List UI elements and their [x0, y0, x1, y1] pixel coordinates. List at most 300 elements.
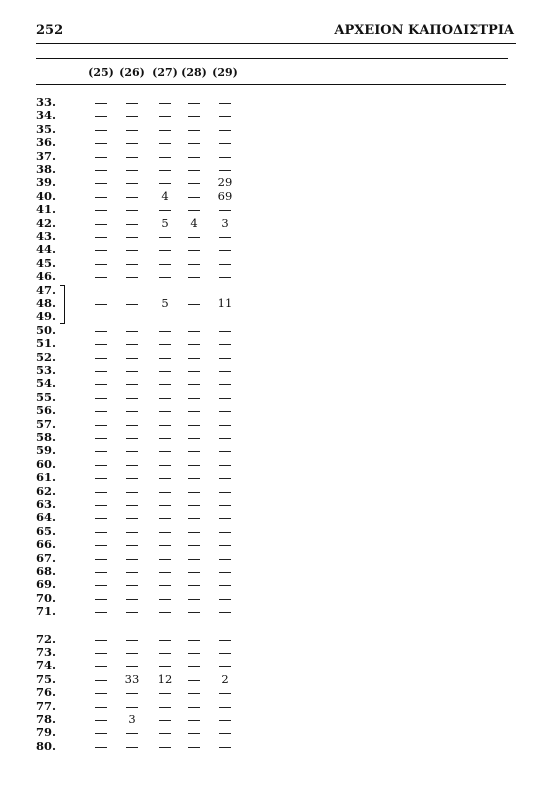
empty-dash — [188, 666, 200, 667]
empty-dash — [188, 130, 200, 131]
empty-dash — [126, 358, 138, 359]
row-number: 70. — [36, 590, 57, 605]
empty-dash — [159, 465, 171, 466]
table-row — [0, 230, 550, 243]
empty-dash — [219, 478, 231, 479]
empty-dash — [126, 411, 138, 412]
empty-dash — [159, 599, 171, 600]
table-row — [0, 538, 550, 551]
empty-dash — [95, 451, 107, 452]
empty-dash — [159, 384, 171, 385]
row-number: 73. — [36, 645, 57, 659]
empty-dash — [188, 599, 200, 600]
empty-dash — [95, 371, 107, 372]
empty-dash — [159, 747, 171, 748]
empty-dash — [219, 210, 231, 211]
row-number: 48. — [36, 296, 57, 310]
row-number: 39. — [36, 175, 57, 190]
row-number: 46. — [36, 269, 57, 284]
row-number: 64. — [36, 510, 57, 525]
row-number: 74. — [36, 658, 57, 673]
table-row — [0, 552, 550, 565]
table-row — [0, 565, 550, 578]
table-row — [0, 633, 550, 646]
empty-dash — [188, 103, 200, 104]
empty-dash — [159, 438, 171, 439]
row-number: 55. — [36, 389, 57, 404]
empty-dash — [126, 532, 138, 533]
empty-dash — [95, 693, 107, 694]
empty-dash — [219, 170, 231, 171]
empty-dash — [188, 197, 200, 198]
empty-dash — [126, 398, 138, 399]
empty-dash — [219, 518, 231, 519]
top-table-rule — [36, 58, 508, 59]
empty-dash — [219, 640, 231, 641]
row-number: 79. — [36, 725, 57, 740]
table-row — [0, 418, 550, 431]
empty-dash — [126, 425, 138, 426]
row-number: 63. — [36, 497, 57, 511]
row-number: 37. — [36, 148, 57, 163]
empty-dash — [159, 264, 171, 265]
empty-dash — [159, 707, 171, 708]
table-row — [0, 150, 550, 163]
empty-dash — [95, 170, 107, 171]
table-cell: 5 — [161, 215, 169, 230]
table-cell: 12 — [157, 671, 173, 686]
empty-dash — [159, 666, 171, 667]
empty-dash — [126, 545, 138, 546]
empty-dash — [188, 451, 200, 452]
empty-dash — [219, 237, 231, 238]
empty-dash — [188, 720, 200, 721]
row-number: 51. — [36, 336, 57, 351]
empty-dash — [95, 143, 107, 144]
column-header: (25) — [88, 66, 114, 79]
row-number: 78. — [36, 712, 57, 726]
column-header: (28) — [181, 66, 207, 79]
sub-header-rule — [36, 84, 506, 85]
table-row — [0, 136, 550, 149]
empty-dash — [219, 599, 231, 600]
row-number: 54. — [36, 376, 57, 391]
empty-dash — [219, 344, 231, 345]
empty-dash — [159, 398, 171, 399]
running-title: ΑΡΧΕΙΟΝ ΚΑΠΟΔΙΣΤΡΙΑ — [334, 23, 514, 38]
empty-dash — [95, 116, 107, 117]
empty-dash — [159, 210, 171, 211]
empty-dash — [219, 666, 231, 667]
column-header: (27) — [152, 66, 178, 79]
empty-dash — [188, 183, 200, 184]
table-row — [0, 444, 550, 457]
empty-dash — [95, 707, 107, 708]
row-number: 49. — [36, 309, 57, 324]
empty-dash — [159, 371, 171, 372]
empty-dash — [126, 707, 138, 708]
merged-rows-bracket — [60, 285, 65, 325]
empty-dash — [219, 398, 231, 399]
empty-dash — [95, 465, 107, 466]
table-row — [0, 217, 550, 230]
empty-dash — [219, 143, 231, 144]
table-row — [0, 726, 550, 739]
empty-dash — [188, 411, 200, 412]
table-cell: 4 — [161, 188, 169, 203]
empty-dash — [159, 130, 171, 131]
table-row — [0, 686, 550, 699]
empty-dash — [219, 451, 231, 452]
table-row — [0, 700, 550, 713]
row-number: 35. — [36, 121, 57, 136]
row-number: 56. — [36, 403, 57, 418]
empty-dash — [95, 237, 107, 238]
row-number: 60. — [36, 456, 57, 471]
empty-dash — [219, 733, 231, 734]
empty-dash — [219, 358, 231, 359]
empty-dash — [95, 130, 107, 131]
row-number: 44. — [36, 242, 57, 257]
empty-dash — [126, 747, 138, 748]
empty-dash — [95, 183, 107, 184]
table-cell: 5 — [161, 296, 169, 310]
empty-dash — [188, 572, 200, 573]
table-row — [0, 109, 550, 122]
empty-dash — [126, 197, 138, 198]
row-number: 77. — [36, 698, 57, 713]
empty-dash — [126, 478, 138, 479]
table-row — [0, 96, 550, 109]
empty-dash — [126, 518, 138, 519]
empty-dash — [188, 545, 200, 546]
empty-dash — [95, 733, 107, 734]
table-row — [0, 404, 550, 417]
row-number: 45. — [36, 255, 57, 270]
table-row — [0, 511, 550, 524]
empty-dash — [159, 116, 171, 117]
empty-dash — [159, 612, 171, 613]
table-row — [0, 351, 550, 364]
empty-dash — [126, 183, 138, 184]
table-row — [0, 310, 550, 323]
empty-dash — [188, 707, 200, 708]
empty-dash — [126, 640, 138, 641]
empty-dash — [188, 210, 200, 211]
empty-dash — [219, 465, 231, 466]
empty-dash — [95, 478, 107, 479]
empty-dash — [159, 720, 171, 721]
row-number: 47. — [36, 282, 57, 297]
empty-dash — [95, 572, 107, 573]
empty-dash — [188, 304, 200, 305]
table-cell: 4 — [190, 215, 198, 230]
empty-dash — [126, 465, 138, 466]
empty-dash — [126, 438, 138, 439]
empty-dash — [188, 157, 200, 158]
table-row — [0, 471, 550, 484]
table-cell: 3 — [221, 215, 229, 230]
empty-dash — [159, 344, 171, 345]
table-row — [0, 284, 550, 297]
empty-dash — [219, 572, 231, 573]
empty-dash — [188, 264, 200, 265]
empty-dash — [126, 344, 138, 345]
empty-dash — [188, 585, 200, 586]
empty-dash — [126, 505, 138, 506]
empty-dash — [159, 411, 171, 412]
empty-dash — [188, 640, 200, 641]
table-row — [0, 485, 550, 498]
table-row — [0, 123, 550, 136]
empty-dash — [188, 612, 200, 613]
row-number: 34. — [36, 108, 57, 123]
empty-dash — [188, 492, 200, 493]
empty-dash — [95, 612, 107, 613]
empty-dash — [126, 224, 138, 225]
row-number: 71. — [36, 604, 57, 619]
empty-dash — [95, 331, 107, 332]
empty-dash — [219, 371, 231, 372]
empty-dash — [219, 747, 231, 748]
table-row — [0, 578, 550, 591]
empty-dash — [126, 103, 138, 104]
empty-dash — [188, 143, 200, 144]
empty-dash — [95, 304, 107, 305]
empty-dash — [159, 277, 171, 278]
empty-dash — [126, 170, 138, 171]
empty-dash — [159, 532, 171, 533]
empty-dash — [159, 572, 171, 573]
empty-dash — [95, 545, 107, 546]
empty-dash — [126, 653, 138, 654]
table-row — [0, 740, 550, 753]
empty-dash — [188, 277, 200, 278]
table-row — [0, 659, 550, 672]
empty-dash — [159, 559, 171, 560]
row-number: 43. — [36, 229, 57, 243]
empty-dash — [188, 344, 200, 345]
table-cell: 33 — [124, 671, 140, 686]
empty-dash — [219, 707, 231, 708]
empty-dash — [126, 304, 138, 305]
table-row — [0, 605, 550, 618]
empty-dash — [159, 143, 171, 144]
empty-dash — [95, 680, 107, 681]
empty-dash — [95, 747, 107, 748]
header-rule — [36, 43, 516, 44]
empty-dash — [219, 532, 231, 533]
column-header: (29) — [212, 66, 238, 79]
table-row — [0, 270, 550, 283]
empty-dash — [219, 264, 231, 265]
row-number: 72. — [36, 631, 57, 646]
empty-dash — [159, 103, 171, 104]
row-number: 69. — [36, 577, 57, 592]
empty-dash — [219, 559, 231, 560]
empty-dash — [126, 572, 138, 573]
empty-dash — [126, 116, 138, 117]
empty-dash — [219, 545, 231, 546]
empty-dash — [95, 344, 107, 345]
empty-dash — [188, 116, 200, 117]
empty-dash — [219, 250, 231, 251]
table-row — [0, 498, 550, 511]
row-number: 58. — [36, 430, 57, 444]
empty-dash — [159, 518, 171, 519]
empty-dash — [126, 599, 138, 600]
empty-dash — [188, 425, 200, 426]
empty-dash — [188, 532, 200, 533]
column-header: (26) — [119, 66, 145, 79]
table-row — [0, 257, 550, 270]
empty-dash — [188, 518, 200, 519]
empty-dash — [95, 438, 107, 439]
table-row — [0, 203, 550, 216]
table-cell: 3 — [128, 712, 136, 726]
table-row — [0, 458, 550, 471]
row-number: 65. — [36, 523, 57, 538]
empty-dash — [219, 130, 231, 131]
row-number: 36. — [36, 135, 57, 150]
empty-dash — [95, 197, 107, 198]
empty-dash — [159, 157, 171, 158]
table-row — [0, 297, 550, 310]
row-number: 61. — [36, 470, 57, 485]
empty-dash — [159, 492, 171, 493]
empty-dash — [126, 277, 138, 278]
empty-dash — [95, 157, 107, 158]
row-number: 75. — [36, 671, 57, 686]
row-number: 62. — [36, 483, 57, 498]
row-number: 68. — [36, 564, 57, 578]
empty-dash — [219, 425, 231, 426]
empty-dash — [188, 384, 200, 385]
table-cell: 11 — [217, 296, 233, 310]
empty-dash — [159, 653, 171, 654]
empty-dash — [219, 157, 231, 158]
empty-dash — [219, 438, 231, 439]
empty-dash — [126, 451, 138, 452]
empty-dash — [188, 505, 200, 506]
empty-dash — [95, 398, 107, 399]
empty-dash — [126, 693, 138, 694]
empty-dash — [188, 478, 200, 479]
table-row — [0, 190, 550, 203]
empty-dash — [126, 157, 138, 158]
empty-dash — [159, 505, 171, 506]
row-number: 76. — [36, 685, 57, 700]
empty-dash — [219, 492, 231, 493]
empty-dash — [95, 358, 107, 359]
table-row — [0, 525, 550, 538]
empty-dash — [95, 492, 107, 493]
row-number: 67. — [36, 550, 57, 565]
row-number: 42. — [36, 215, 57, 230]
table-row — [0, 592, 550, 605]
empty-dash — [188, 747, 200, 748]
table-row — [0, 391, 550, 404]
empty-dash — [95, 505, 107, 506]
empty-dash — [95, 653, 107, 654]
empty-dash — [126, 250, 138, 251]
empty-dash — [95, 411, 107, 412]
empty-dash — [95, 559, 107, 560]
empty-dash — [126, 264, 138, 265]
table-row — [0, 377, 550, 390]
empty-dash — [126, 612, 138, 613]
table-row — [0, 364, 550, 377]
table-row — [0, 163, 550, 176]
table-row — [0, 337, 550, 350]
row-number: 53. — [36, 363, 57, 377]
empty-dash — [219, 505, 231, 506]
empty-dash — [95, 720, 107, 721]
empty-dash — [95, 277, 107, 278]
empty-dash — [126, 666, 138, 667]
empty-dash — [188, 237, 200, 238]
empty-dash — [219, 585, 231, 586]
empty-dash — [188, 170, 200, 171]
empty-dash — [159, 237, 171, 238]
empty-dash — [188, 398, 200, 399]
table-row — [0, 646, 550, 659]
empty-dash — [126, 210, 138, 211]
empty-dash — [219, 331, 231, 332]
empty-dash — [95, 264, 107, 265]
empty-dash — [219, 612, 231, 613]
empty-dash — [95, 640, 107, 641]
row-number: 50. — [36, 322, 57, 337]
empty-dash — [219, 103, 231, 104]
empty-dash — [159, 640, 171, 641]
empty-dash — [95, 599, 107, 600]
row-number: 40. — [36, 188, 57, 203]
empty-dash — [219, 720, 231, 721]
empty-dash — [95, 532, 107, 533]
table-row — [0, 713, 550, 726]
empty-dash — [188, 653, 200, 654]
empty-dash — [219, 693, 231, 694]
empty-dash — [159, 693, 171, 694]
empty-dash — [188, 693, 200, 694]
empty-dash — [95, 103, 107, 104]
table-row — [0, 324, 550, 337]
empty-dash — [159, 170, 171, 171]
page-number: 252 — [36, 23, 64, 38]
empty-dash — [95, 518, 107, 519]
empty-dash — [188, 733, 200, 734]
empty-dash — [126, 371, 138, 372]
empty-dash — [95, 425, 107, 426]
empty-dash — [95, 585, 107, 586]
table-cell: 29 — [217, 175, 233, 190]
empty-dash — [126, 733, 138, 734]
empty-dash — [159, 425, 171, 426]
empty-dash — [95, 210, 107, 211]
empty-dash — [126, 492, 138, 493]
empty-dash — [95, 250, 107, 251]
empty-dash — [126, 559, 138, 560]
row-number: 59. — [36, 443, 57, 458]
table-cell: 2 — [221, 671, 229, 686]
empty-dash — [159, 358, 171, 359]
empty-dash — [219, 116, 231, 117]
empty-dash — [159, 545, 171, 546]
table-cell: 69 — [217, 188, 233, 203]
empty-dash — [95, 384, 107, 385]
row-number: 66. — [36, 537, 57, 552]
